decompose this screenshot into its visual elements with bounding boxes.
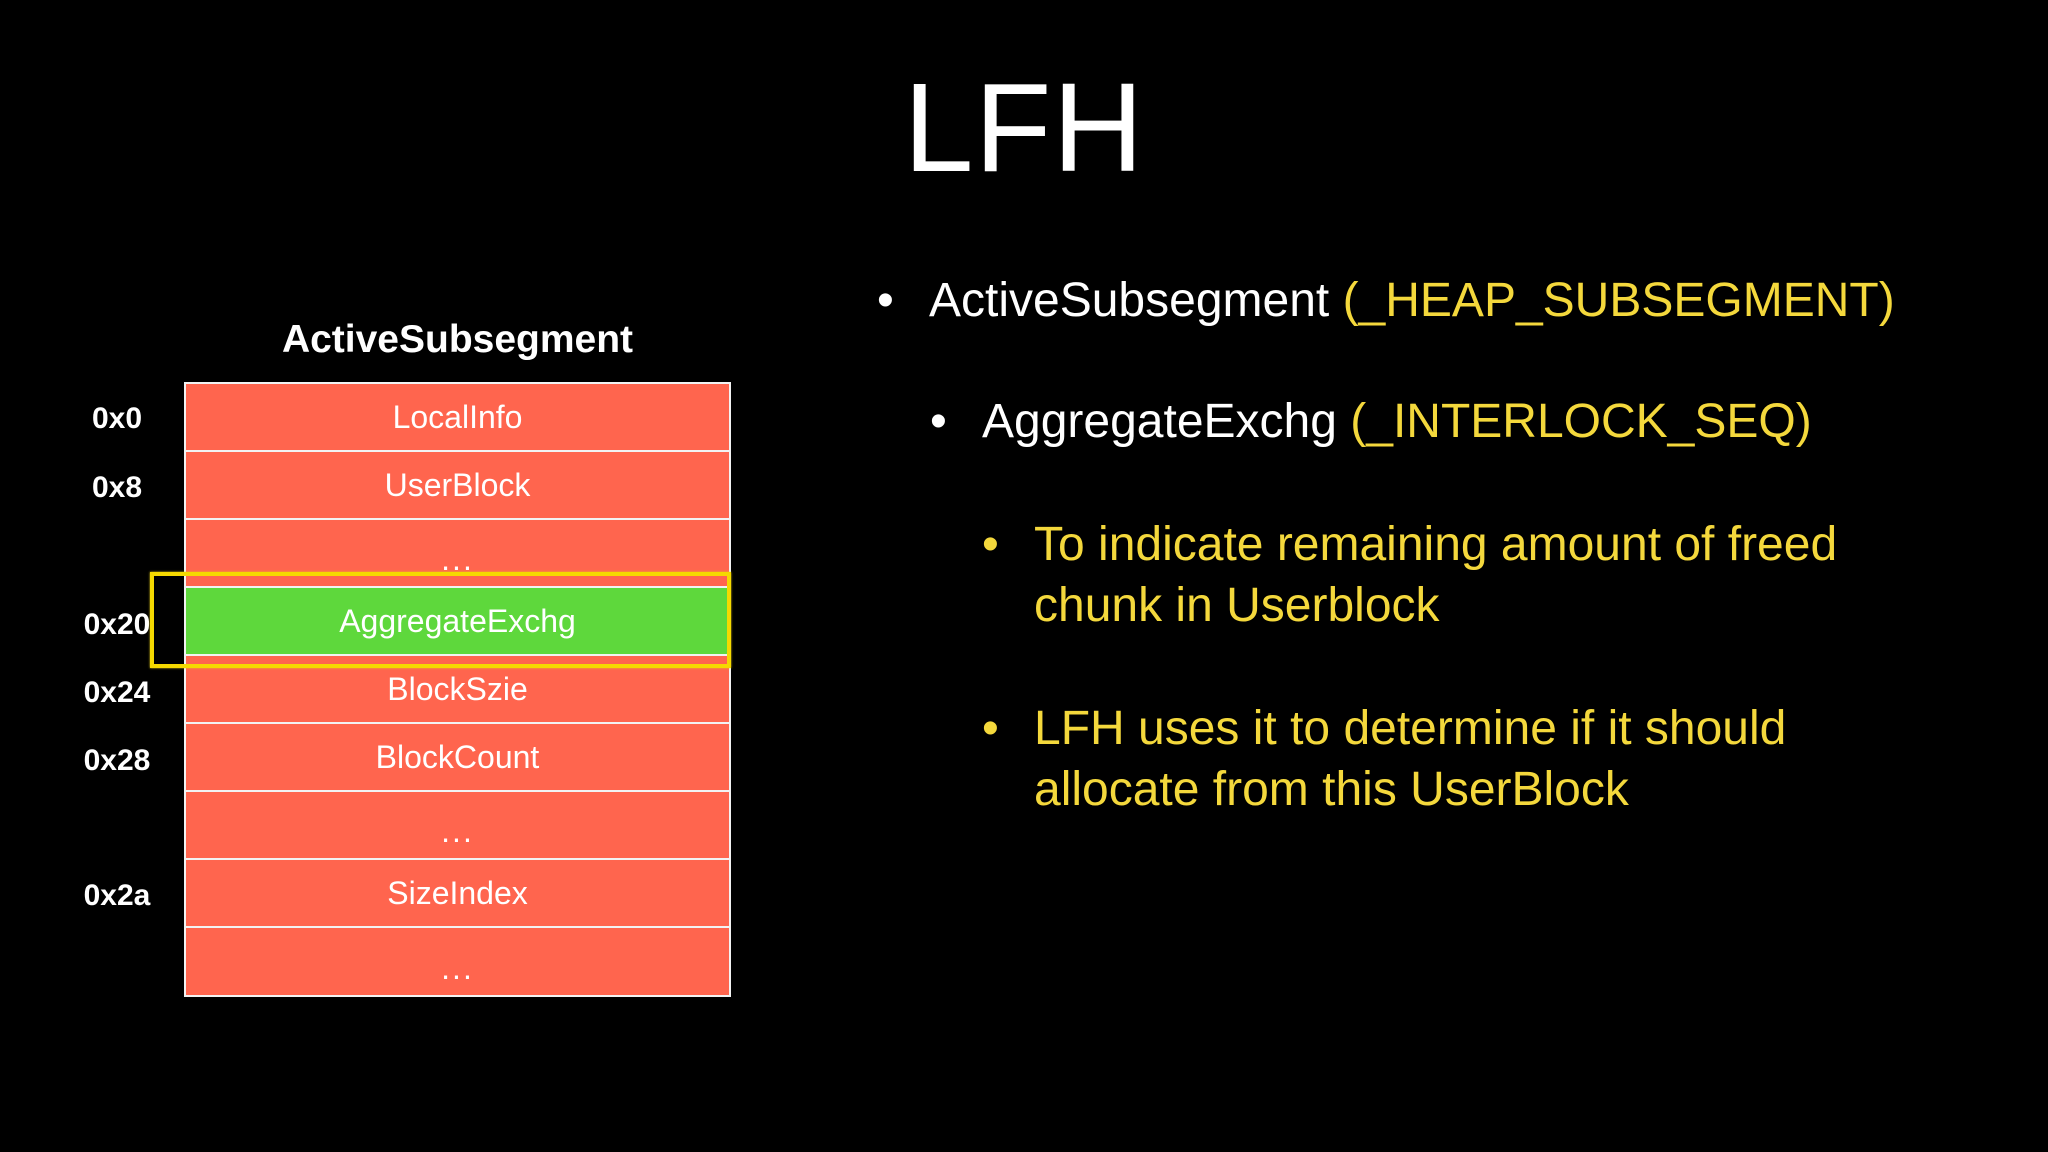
bullet-dot: • [982, 702, 999, 755]
offset-label-0x24: 0x24 [83, 676, 151, 709]
highlight-box [150, 572, 731, 668]
bullet-lfh-determine [982, 698, 1934, 820]
struct-table [184, 382, 731, 997]
bullet-active-subsegment [877, 270, 1895, 331]
struct-title: ActiveSubsegment [281, 318, 634, 361]
offset-label-0x20: 0x20 [83, 608, 151, 641]
bullet-text: ActiveSubsegment [929, 274, 1330, 327]
bullet-dot: • [982, 518, 999, 571]
bullet-text: AggregateExchg [982, 395, 1337, 448]
bullet-text: To indicate remaining amount of freed chunk in Userblock [1034, 518, 1838, 632]
bullet-type-note: (_INTERLOCK_SEQ) [1350, 395, 1812, 448]
field-ellipsis-3: ... [186, 928, 729, 995]
offset-label-0x2a: 0x2a [83, 879, 151, 912]
bullet-dot: • [877, 274, 894, 327]
field-ellipsis-1: ... [186, 520, 729, 588]
field-aggregateexchg: AggregateExchg [186, 588, 729, 656]
offset-label-0x0: 0x0 [91, 402, 143, 435]
field-blockcount: BlockCount [186, 724, 729, 792]
field-localinfo: LocalInfo [186, 384, 729, 452]
bullet-text: LFH uses it to determine if it should allocate from this UserBlock [1034, 702, 1787, 816]
bullet-remaining-amount [982, 514, 1934, 636]
field-sizeindex: SizeIndex [186, 860, 729, 928]
offset-label-0x28: 0x28 [83, 744, 151, 777]
field-ellipsis-2: ... [186, 792, 729, 860]
field-blocksize: BlockSzie [186, 656, 729, 724]
bullet-dot: • [930, 395, 947, 448]
field-userblock: UserBlock [186, 452, 729, 520]
bullet-aggregate-exchg [930, 391, 1812, 452]
slide-title: LFH [903, 57, 1145, 198]
offset-label-0x8: 0x8 [91, 471, 143, 504]
bullet-type-note: (_HEAP_SUBSEGMENT) [1342, 274, 1895, 327]
